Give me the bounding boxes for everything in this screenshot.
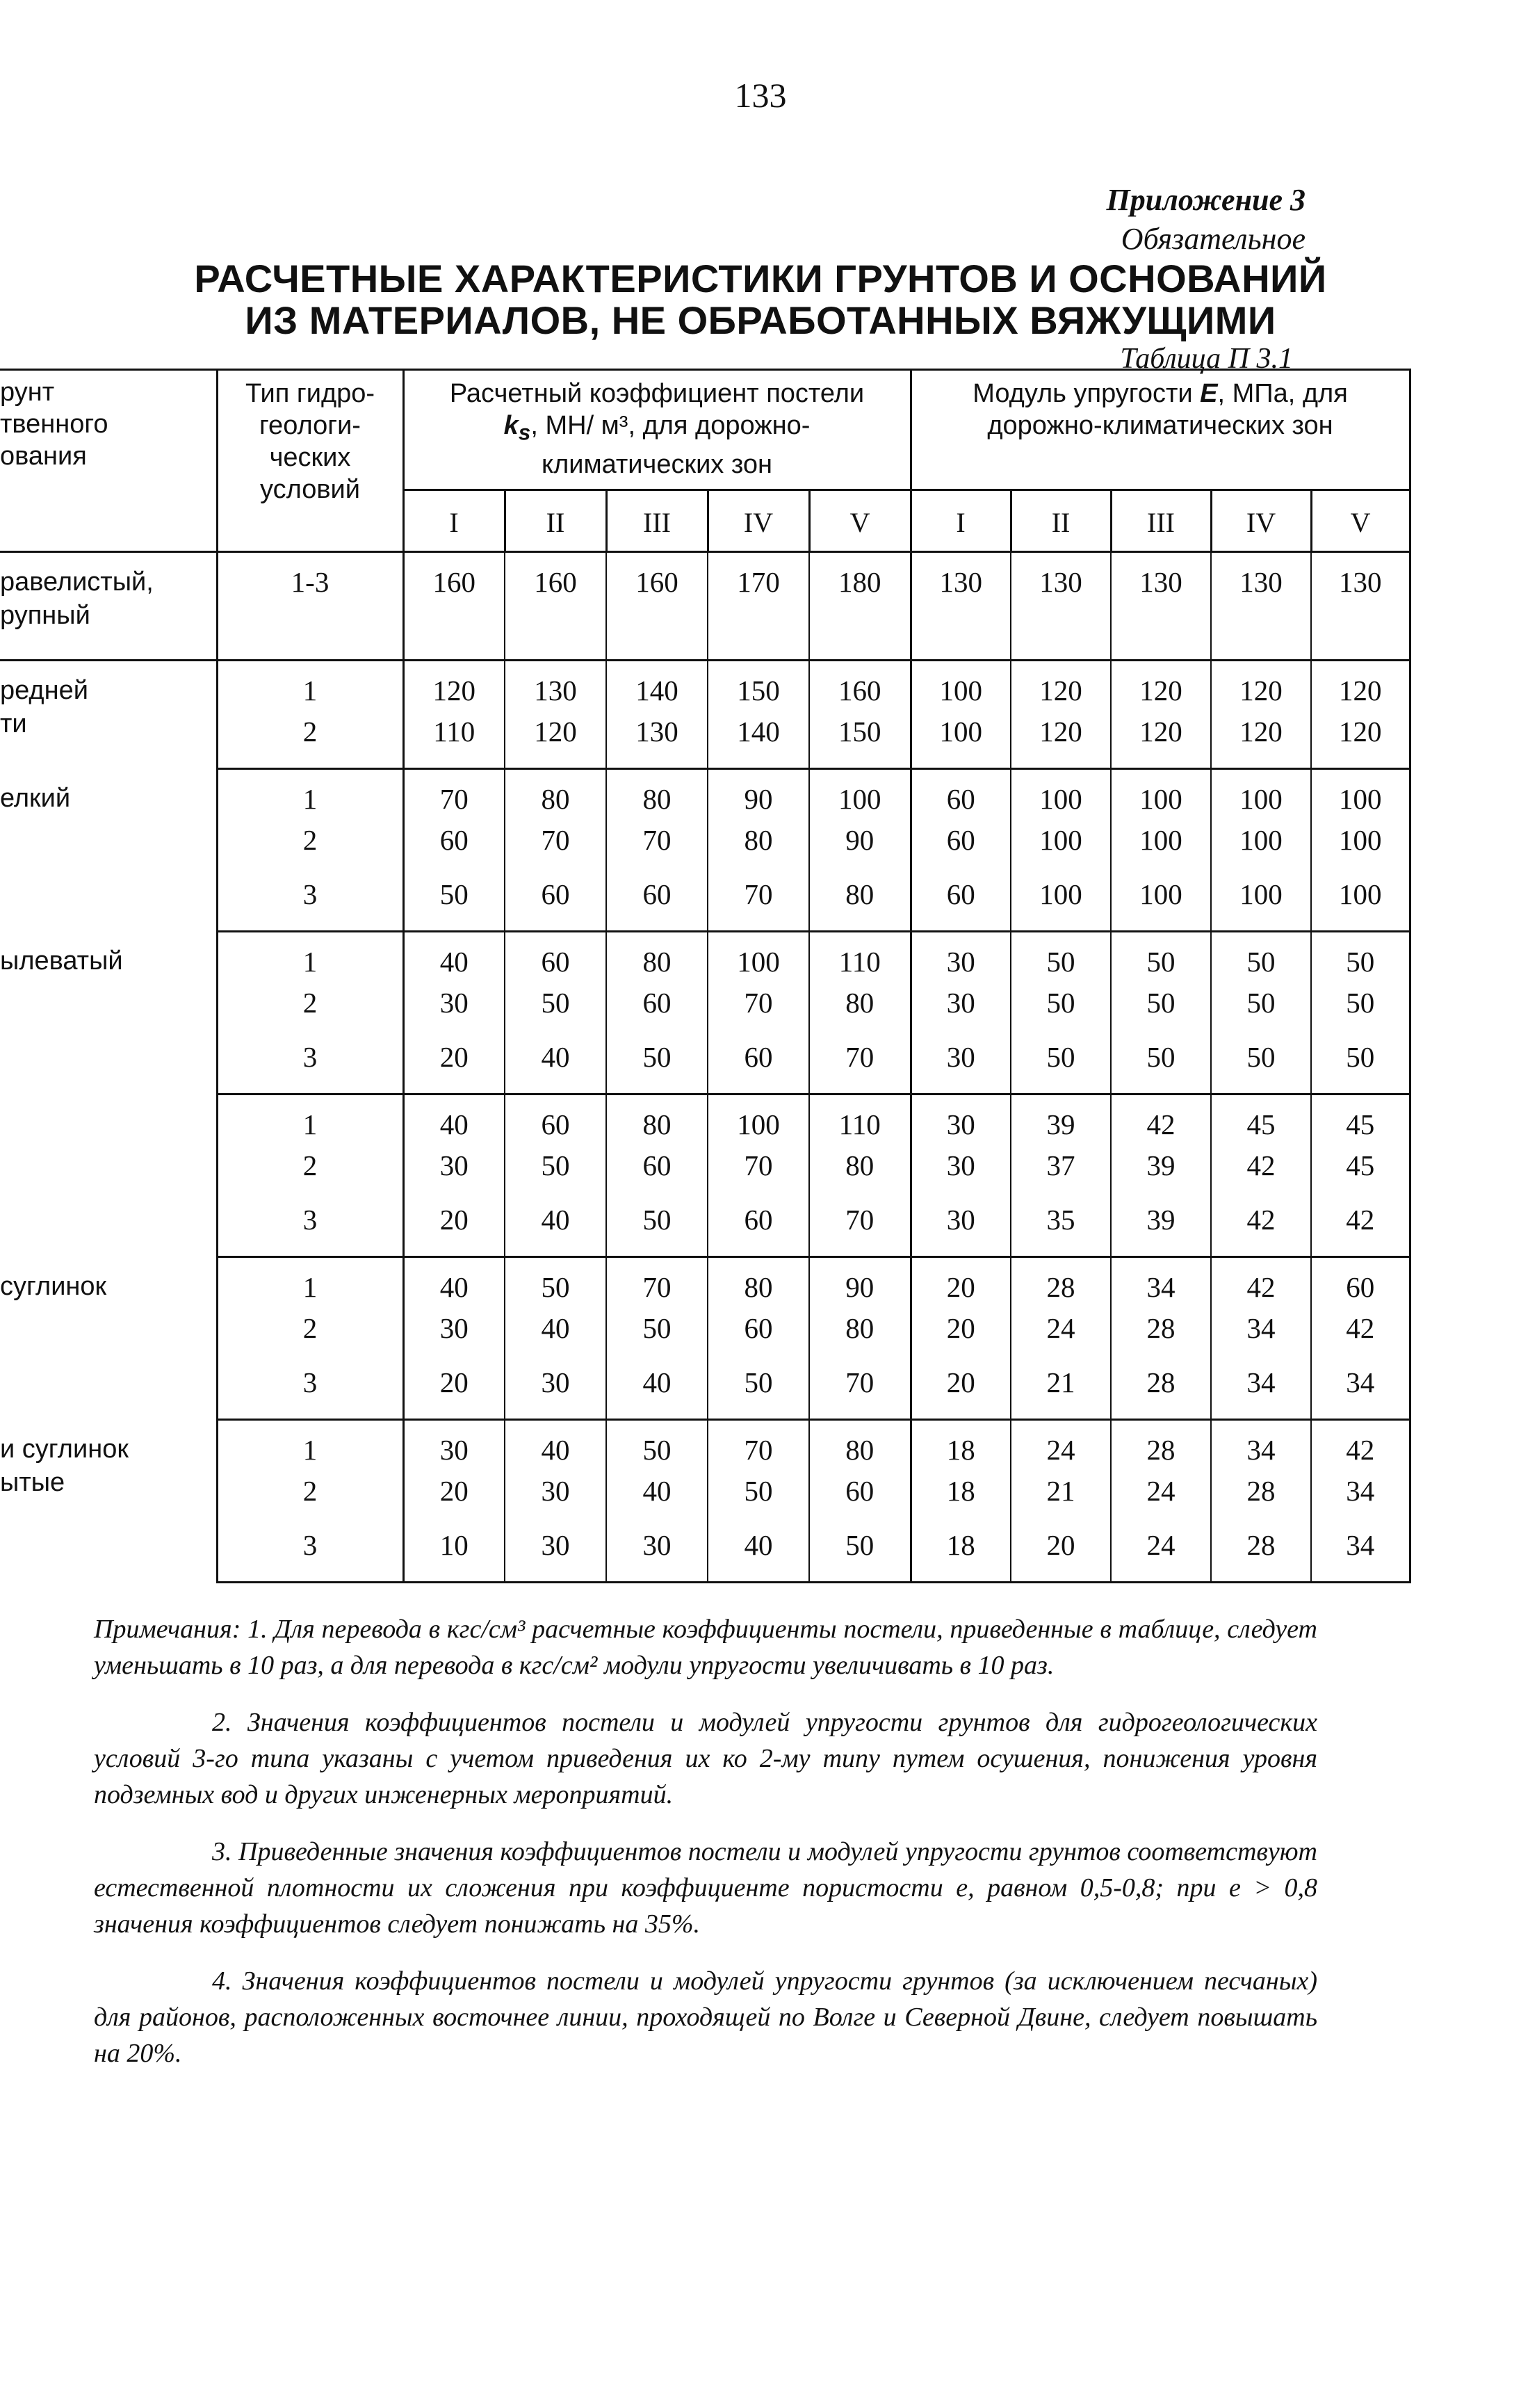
e-value-cell: 39 bbox=[1011, 1094, 1111, 1149]
ks-value-cell: 70 bbox=[708, 986, 809, 1040]
ks-value-cell: 20 bbox=[403, 1474, 505, 1528]
ks-value-cell: 170 bbox=[708, 552, 809, 661]
ks-value-cell: 60 bbox=[505, 932, 606, 986]
e-units: , МПа, для bbox=[1217, 379, 1348, 408]
hydro-type-cell: 3 bbox=[217, 1040, 403, 1094]
table-row bbox=[0, 661, 1410, 715]
ks-value-cell: 90 bbox=[809, 1257, 911, 1311]
ks-value-cell: 40 bbox=[606, 1474, 708, 1528]
e-value-cell: 24 bbox=[1111, 1528, 1211, 1583]
ks-value-cell: 160 bbox=[606, 552, 708, 661]
ks-value-cell: 180 bbox=[809, 552, 911, 661]
ks-value-cell: 40 bbox=[708, 1528, 809, 1583]
soil-name-line: елкий bbox=[0, 783, 71, 813]
hydro-type-cell: 1 bbox=[217, 769, 403, 823]
e-value-cell: 100 bbox=[1011, 878, 1111, 932]
header-bedding-coefficient bbox=[403, 370, 911, 490]
e-value-cell: 35 bbox=[1011, 1203, 1111, 1257]
note-text: 4. Значения коэффициентов постели и модулей упругости грунтов (за исключением песчаных) для районов, расположенных восточнее линии, проходящей по Волге и Северной Двине, следует повышать на 20%. bbox=[94, 1966, 1317, 2068]
hydro-type-cell: 2 bbox=[217, 1149, 403, 1203]
e-value-cell: 100 bbox=[1311, 823, 1410, 878]
e-value-cell: 60 bbox=[911, 769, 1011, 823]
ks-value-cell: 60 bbox=[505, 878, 606, 932]
e-value-cell: 34 bbox=[1311, 1528, 1410, 1583]
note-text: 2. Значения коэффициентов постели и модулей упругости грунтов для гидрогеологических условий 3-го типа указаны с учетом приведения их ко 2-му типу путем осушения, понижения уровня подземных вод и других инженерных мероприятий. bbox=[94, 1708, 1317, 1809]
ks-value-cell: 160 bbox=[809, 661, 911, 715]
e-value-cell: 120 bbox=[1311, 661, 1410, 715]
ks-value-cell: 40 bbox=[403, 932, 505, 986]
e-value-cell: 50 bbox=[1311, 932, 1410, 986]
note-text: 3. Приведенные значения коэффициентов постели и модулей упругости грунтов соответствуют естественной плотности их сложения при коэффициенте пористости е, равном 0,5-0,8; при е > 0,8 значения коэффициентов следует понижать на 35%. bbox=[94, 1837, 1317, 1939]
e-value-cell: 21 bbox=[1011, 1474, 1111, 1528]
e-value-cell: 100 bbox=[1011, 823, 1111, 878]
e-value-cell: 100 bbox=[1111, 878, 1211, 932]
ks-value-cell: 70 bbox=[809, 1203, 911, 1257]
table-row bbox=[0, 552, 1410, 661]
soil-name-line: редней bbox=[0, 676, 88, 705]
ks-value-cell: 80 bbox=[809, 1420, 911, 1474]
ks-value-cell: 120 bbox=[505, 715, 606, 769]
ks-value-cell: 80 bbox=[606, 1094, 708, 1149]
header-type-line: геологи- bbox=[259, 411, 361, 440]
e-value-cell: 50 bbox=[1311, 986, 1410, 1040]
table-row bbox=[0, 769, 1410, 823]
e-value-cell: 130 bbox=[1211, 552, 1311, 661]
note-1 bbox=[94, 1611, 1317, 1683]
e-value-cell: 130 bbox=[911, 552, 1011, 661]
ks-value-cell: 40 bbox=[403, 1094, 505, 1149]
hydro-type-cell: 3 bbox=[217, 1203, 403, 1257]
soil-name-cell bbox=[0, 1420, 217, 1583]
ks-value-cell: 80 bbox=[809, 1149, 911, 1203]
e-value-cell: 100 bbox=[1311, 878, 1410, 932]
e-value-cell: 120 bbox=[1211, 715, 1311, 769]
ks-value-cell: 100 bbox=[708, 932, 809, 986]
ks-value-cell: 50 bbox=[606, 1203, 708, 1257]
e-zone-header: II bbox=[1011, 490, 1111, 552]
e-value-cell: 34 bbox=[1211, 1420, 1311, 1474]
ks-value-cell: 130 bbox=[505, 661, 606, 715]
e-value-cell: 130 bbox=[1311, 552, 1410, 661]
table-row bbox=[0, 1094, 1410, 1149]
note-4 bbox=[94, 1963, 1317, 2071]
e-value-cell: 50 bbox=[1311, 1040, 1410, 1094]
ks-value-cell: 60 bbox=[708, 1040, 809, 1094]
ks-value-cell: 120 bbox=[403, 661, 505, 715]
ks-value-cell: 40 bbox=[505, 1203, 606, 1257]
soil-name-line: ылеватый bbox=[0, 946, 123, 976]
header-ks-line bbox=[405, 410, 910, 449]
e-value-cell: 28 bbox=[1211, 1528, 1311, 1583]
ks-value-cell: 110 bbox=[809, 1094, 911, 1149]
e-value-cell: 20 bbox=[911, 1366, 1011, 1420]
ks-value-cell: 70 bbox=[708, 1420, 809, 1474]
ks-value-cell: 80 bbox=[606, 932, 708, 986]
e-value-cell: 60 bbox=[911, 823, 1011, 878]
ks-value-cell: 30 bbox=[403, 1420, 505, 1474]
ks-value-cell: 150 bbox=[809, 715, 911, 769]
e-value-cell: 28 bbox=[1211, 1474, 1311, 1528]
soil-name-line: ти bbox=[0, 709, 27, 738]
ks-units: , МН/ м³, для дорожно- bbox=[530, 411, 811, 440]
soil-name-cell bbox=[0, 661, 217, 769]
ks-value-cell: 70 bbox=[708, 1149, 809, 1203]
e-value-cell: 20 bbox=[1011, 1528, 1111, 1583]
ks-value-cell: 160 bbox=[403, 552, 505, 661]
header-e-line bbox=[912, 378, 1409, 410]
ks-value-cell: 50 bbox=[708, 1474, 809, 1528]
note-3 bbox=[94, 1834, 1317, 1942]
e-value-cell: 18 bbox=[911, 1528, 1011, 1583]
e-value-cell: 50 bbox=[1111, 1040, 1211, 1094]
ks-value-cell: 80 bbox=[809, 986, 911, 1040]
ks-symbol: k bbox=[503, 411, 519, 440]
ks-value-cell: 50 bbox=[606, 1420, 708, 1474]
hydro-type-cell: 2 bbox=[217, 1311, 403, 1366]
hydro-type-cell: 1 bbox=[217, 1257, 403, 1311]
soil-name-line: рупный bbox=[0, 601, 90, 630]
table-label: Таблица П 3.1 bbox=[1120, 343, 1293, 375]
ks-zone-header: IV bbox=[708, 490, 809, 552]
ks-zone-header: V bbox=[809, 490, 911, 552]
ks-value-cell: 50 bbox=[505, 1149, 606, 1203]
ks-value-cell: 70 bbox=[809, 1366, 911, 1420]
ks-value-cell: 150 bbox=[708, 661, 809, 715]
e-value-cell: 21 bbox=[1011, 1366, 1111, 1420]
e-value-cell: 18 bbox=[911, 1420, 1011, 1474]
hydro-type-cell: 1 bbox=[217, 1420, 403, 1474]
e-value-cell: 50 bbox=[1011, 1040, 1111, 1094]
e-value-cell: 42 bbox=[1111, 1094, 1211, 1149]
e-value-cell: 120 bbox=[1111, 661, 1211, 715]
e-value-cell: 18 bbox=[911, 1474, 1011, 1528]
header-type-line: Тип гидро- bbox=[245, 379, 375, 408]
e-value-cell: 130 bbox=[1011, 552, 1111, 661]
ks-value-cell: 30 bbox=[403, 1149, 505, 1203]
e-value-cell: 100 bbox=[1211, 823, 1311, 878]
ks-value-cell: 20 bbox=[403, 1040, 505, 1094]
e-value-cell: 45 bbox=[1311, 1094, 1410, 1149]
e-value-cell: 42 bbox=[1311, 1203, 1410, 1257]
e-zone-header: III bbox=[1111, 490, 1211, 552]
e-value-cell: 50 bbox=[1111, 932, 1211, 986]
e-value-cell: 50 bbox=[1011, 932, 1111, 986]
ks-value-cell: 60 bbox=[708, 1311, 809, 1366]
ks-value-cell: 90 bbox=[708, 769, 809, 823]
e-value-cell: 24 bbox=[1011, 1311, 1111, 1366]
e-prefix: Модуль упругости bbox=[973, 379, 1201, 408]
e-zone-header: V bbox=[1311, 490, 1410, 552]
soil-name-line: равелистый, bbox=[0, 567, 154, 597]
ks-value-cell: 110 bbox=[403, 715, 505, 769]
ks-value-cell: 70 bbox=[708, 878, 809, 932]
hydro-type-cell: 2 bbox=[217, 1474, 403, 1528]
ks-value-cell: 40 bbox=[403, 1257, 505, 1311]
e-value-cell: 100 bbox=[911, 715, 1011, 769]
ks-value-cell: 80 bbox=[809, 878, 911, 932]
hydro-type-cell: 2 bbox=[217, 715, 403, 769]
soil-name-cell bbox=[0, 1257, 217, 1420]
ks-value-cell: 50 bbox=[606, 1311, 708, 1366]
ks-value-cell: 160 bbox=[505, 552, 606, 661]
soil-name-cell bbox=[0, 932, 217, 1094]
ks-value-cell: 80 bbox=[809, 1311, 911, 1366]
ks-value-cell: 50 bbox=[606, 1040, 708, 1094]
hydro-type-cell: 1 bbox=[217, 661, 403, 715]
hydro-type-cell: 1 bbox=[217, 932, 403, 986]
e-value-cell: 120 bbox=[1211, 661, 1311, 715]
ks-value-cell: 60 bbox=[606, 878, 708, 932]
e-value-cell: 120 bbox=[1111, 715, 1211, 769]
e-value-cell: 50 bbox=[1111, 986, 1211, 1040]
e-value-cell: 34 bbox=[1211, 1366, 1311, 1420]
ks-value-cell: 60 bbox=[606, 1149, 708, 1203]
table-row bbox=[0, 1420, 1410, 1474]
e-value-cell: 42 bbox=[1311, 1311, 1410, 1366]
header-soil-line: ования bbox=[0, 442, 87, 471]
ks-value-cell: 30 bbox=[403, 1311, 505, 1366]
appendix-label: Приложение 3 bbox=[1106, 183, 1306, 217]
document-title-line-2: ИЗ МАТЕРИАЛОВ, НЕ ОБРАБОТАННЫХ ВЯЖУЩИМИ bbox=[245, 298, 1276, 342]
e-value-cell: 45 bbox=[1311, 1149, 1410, 1203]
ks-value-cell: 50 bbox=[505, 1257, 606, 1311]
e-value-cell: 30 bbox=[911, 1203, 1011, 1257]
soil-name-cell bbox=[0, 769, 217, 932]
ks-value-cell: 60 bbox=[606, 986, 708, 1040]
ks-value-cell: 50 bbox=[505, 986, 606, 1040]
hydro-type-cell: 3 bbox=[217, 1366, 403, 1420]
e-value-cell: 100 bbox=[1311, 769, 1410, 823]
ks-value-cell: 70 bbox=[606, 1257, 708, 1311]
ks-value-cell: 50 bbox=[403, 878, 505, 932]
e-value-cell: 30 bbox=[911, 932, 1011, 986]
e-value-cell: 28 bbox=[1111, 1420, 1211, 1474]
ks-value-cell: 20 bbox=[403, 1366, 505, 1420]
ks-value-cell: 60 bbox=[809, 1474, 911, 1528]
e-value-cell: 28 bbox=[1011, 1257, 1111, 1311]
ks-value-cell: 50 bbox=[809, 1528, 911, 1583]
hydro-type-cell: 3 bbox=[217, 878, 403, 932]
hydro-type-cell: 2 bbox=[217, 986, 403, 1040]
e-value-cell: 100 bbox=[1111, 769, 1211, 823]
e-value-cell: 50 bbox=[1011, 986, 1111, 1040]
document-title-line-1: РАСЧЕТНЫЕ ХАРАКТЕРИСТИКИ ГРУНТОВ И ОСНОВАНИЙ bbox=[194, 257, 1327, 300]
ks-value-cell: 50 bbox=[708, 1366, 809, 1420]
e-value-cell: 60 bbox=[1311, 1257, 1410, 1311]
ks-value-cell: 140 bbox=[606, 661, 708, 715]
soil-name-line: и суглинок bbox=[0, 1434, 129, 1464]
e-value-cell: 120 bbox=[1011, 715, 1111, 769]
e-value-cell: 39 bbox=[1111, 1203, 1211, 1257]
e-value-cell: 100 bbox=[1211, 769, 1311, 823]
ks-value-cell: 90 bbox=[809, 823, 911, 878]
e-value-cell: 100 bbox=[1111, 823, 1211, 878]
ks-value-cell: 100 bbox=[809, 769, 911, 823]
e-value-cell: 20 bbox=[911, 1257, 1011, 1311]
ks-value-cell: 60 bbox=[708, 1203, 809, 1257]
e-value-cell: 34 bbox=[1211, 1311, 1311, 1366]
hydro-type-cell: 1 bbox=[217, 1094, 403, 1149]
note-2 bbox=[94, 1704, 1317, 1813]
e-value-cell: 28 bbox=[1111, 1366, 1211, 1420]
e-value-cell: 28 bbox=[1111, 1311, 1211, 1366]
ks-value-cell: 40 bbox=[505, 1311, 606, 1366]
e-symbol: E bbox=[1200, 379, 1218, 408]
ks-value-cell: 30 bbox=[505, 1366, 606, 1420]
e-value-cell: 42 bbox=[1311, 1420, 1410, 1474]
e-zone-header: IV bbox=[1211, 490, 1311, 552]
ks-value-cell: 80 bbox=[708, 823, 809, 878]
table-header-row bbox=[0, 370, 1410, 490]
e-value-cell: 100 bbox=[1211, 878, 1311, 932]
soil-name-line: ытые bbox=[0, 1467, 65, 1497]
ks-value-cell: 30 bbox=[403, 986, 505, 1040]
e-value-cell: 34 bbox=[1311, 1366, 1410, 1420]
header-soil-line: твенного bbox=[0, 410, 108, 439]
e-value-cell: 24 bbox=[1011, 1420, 1111, 1474]
header-e-line: дорожно-климатических зон bbox=[987, 411, 1333, 440]
ks-value-cell: 60 bbox=[403, 823, 505, 878]
e-value-cell: 120 bbox=[1311, 715, 1410, 769]
table-row bbox=[0, 932, 1410, 986]
e-value-cell: 50 bbox=[1211, 986, 1311, 1040]
ks-value-cell: 130 bbox=[606, 715, 708, 769]
e-value-cell: 120 bbox=[1011, 661, 1111, 715]
header-elastic-modulus bbox=[911, 370, 1410, 490]
ks-zone-header: III bbox=[606, 490, 708, 552]
ks-value-cell: 70 bbox=[505, 823, 606, 878]
ks-zone-header: II bbox=[505, 490, 606, 552]
ks-value-cell: 40 bbox=[505, 1040, 606, 1094]
appendix-status: Обязательное bbox=[1121, 222, 1306, 256]
e-value-cell: 50 bbox=[1211, 932, 1311, 986]
e-value-cell: 20 bbox=[911, 1311, 1011, 1366]
e-value-cell: 50 bbox=[1211, 1040, 1311, 1094]
header-ks-line: климатических зон bbox=[542, 449, 772, 479]
soil-name-cell bbox=[0, 1094, 217, 1257]
e-value-cell: 100 bbox=[911, 661, 1011, 715]
header-type-line: условий bbox=[260, 475, 360, 504]
ks-value-cell: 110 bbox=[809, 932, 911, 986]
note-text: Примечания: 1. Для перевода в кгс/см³ расчетные коэффициенты постели, приведенные в таблице, следует уменьшать в 10 раз, а для перевода в кгс/см² модули упругости увеличивать в 10 раз. bbox=[94, 1615, 1317, 1680]
soil-characteristics-table bbox=[0, 369, 1411, 1583]
e-value-cell: 42 bbox=[1211, 1203, 1311, 1257]
e-value-cell: 100 bbox=[1011, 769, 1111, 823]
ks-subscript: s bbox=[518, 419, 531, 445]
ks-value-cell: 30 bbox=[505, 1528, 606, 1583]
hydro-type-cell: 2 bbox=[217, 823, 403, 878]
ks-value-cell: 30 bbox=[606, 1528, 708, 1583]
header-hydro-type bbox=[217, 370, 403, 552]
page-number: 133 bbox=[734, 76, 787, 115]
hydro-type-cell: 3 bbox=[217, 1528, 403, 1583]
e-value-cell: 34 bbox=[1111, 1257, 1211, 1311]
ks-value-cell: 20 bbox=[403, 1203, 505, 1257]
table-body bbox=[0, 552, 1410, 1583]
e-value-cell: 30 bbox=[911, 1094, 1011, 1149]
hydro-type-cell: 1-3 bbox=[217, 552, 403, 661]
header-soil-line: рунт bbox=[0, 378, 55, 407]
e-value-cell: 42 bbox=[1211, 1149, 1311, 1203]
e-value-cell: 45 bbox=[1211, 1094, 1311, 1149]
ks-value-cell: 60 bbox=[505, 1094, 606, 1149]
table-row bbox=[0, 1257, 1410, 1311]
ks-value-cell: 40 bbox=[505, 1420, 606, 1474]
e-value-cell: 37 bbox=[1011, 1149, 1111, 1203]
e-value-cell: 42 bbox=[1211, 1257, 1311, 1311]
header-ks-line: Расчетный коэффициент постели bbox=[449, 379, 865, 408]
ks-value-cell: 70 bbox=[403, 769, 505, 823]
e-value-cell: 30 bbox=[911, 986, 1011, 1040]
ks-value-cell: 140 bbox=[708, 715, 809, 769]
e-value-cell: 24 bbox=[1111, 1474, 1211, 1528]
ks-value-cell: 40 bbox=[606, 1366, 708, 1420]
ks-value-cell: 100 bbox=[708, 1094, 809, 1149]
e-value-cell: 39 bbox=[1111, 1149, 1211, 1203]
e-value-cell: 60 bbox=[911, 878, 1011, 932]
e-value-cell: 34 bbox=[1311, 1474, 1410, 1528]
e-zone-header: I bbox=[911, 490, 1011, 552]
ks-zone-header: I bbox=[403, 490, 505, 552]
ks-value-cell: 80 bbox=[708, 1257, 809, 1311]
e-value-cell: 130 bbox=[1111, 552, 1211, 661]
ks-value-cell: 30 bbox=[505, 1474, 606, 1528]
ks-value-cell: 10 bbox=[403, 1528, 505, 1583]
ks-value-cell: 80 bbox=[505, 769, 606, 823]
soil-name-cell bbox=[0, 552, 217, 661]
header-type-line: ческих bbox=[269, 443, 351, 472]
header-soil bbox=[0, 370, 217, 552]
ks-value-cell: 70 bbox=[809, 1040, 911, 1094]
soil-name-line: суглинок bbox=[0, 1271, 107, 1301]
ks-value-cell: 70 bbox=[606, 823, 708, 878]
e-value-cell: 30 bbox=[911, 1040, 1011, 1094]
ks-value-cell: 80 bbox=[606, 769, 708, 823]
e-value-cell: 30 bbox=[911, 1149, 1011, 1203]
